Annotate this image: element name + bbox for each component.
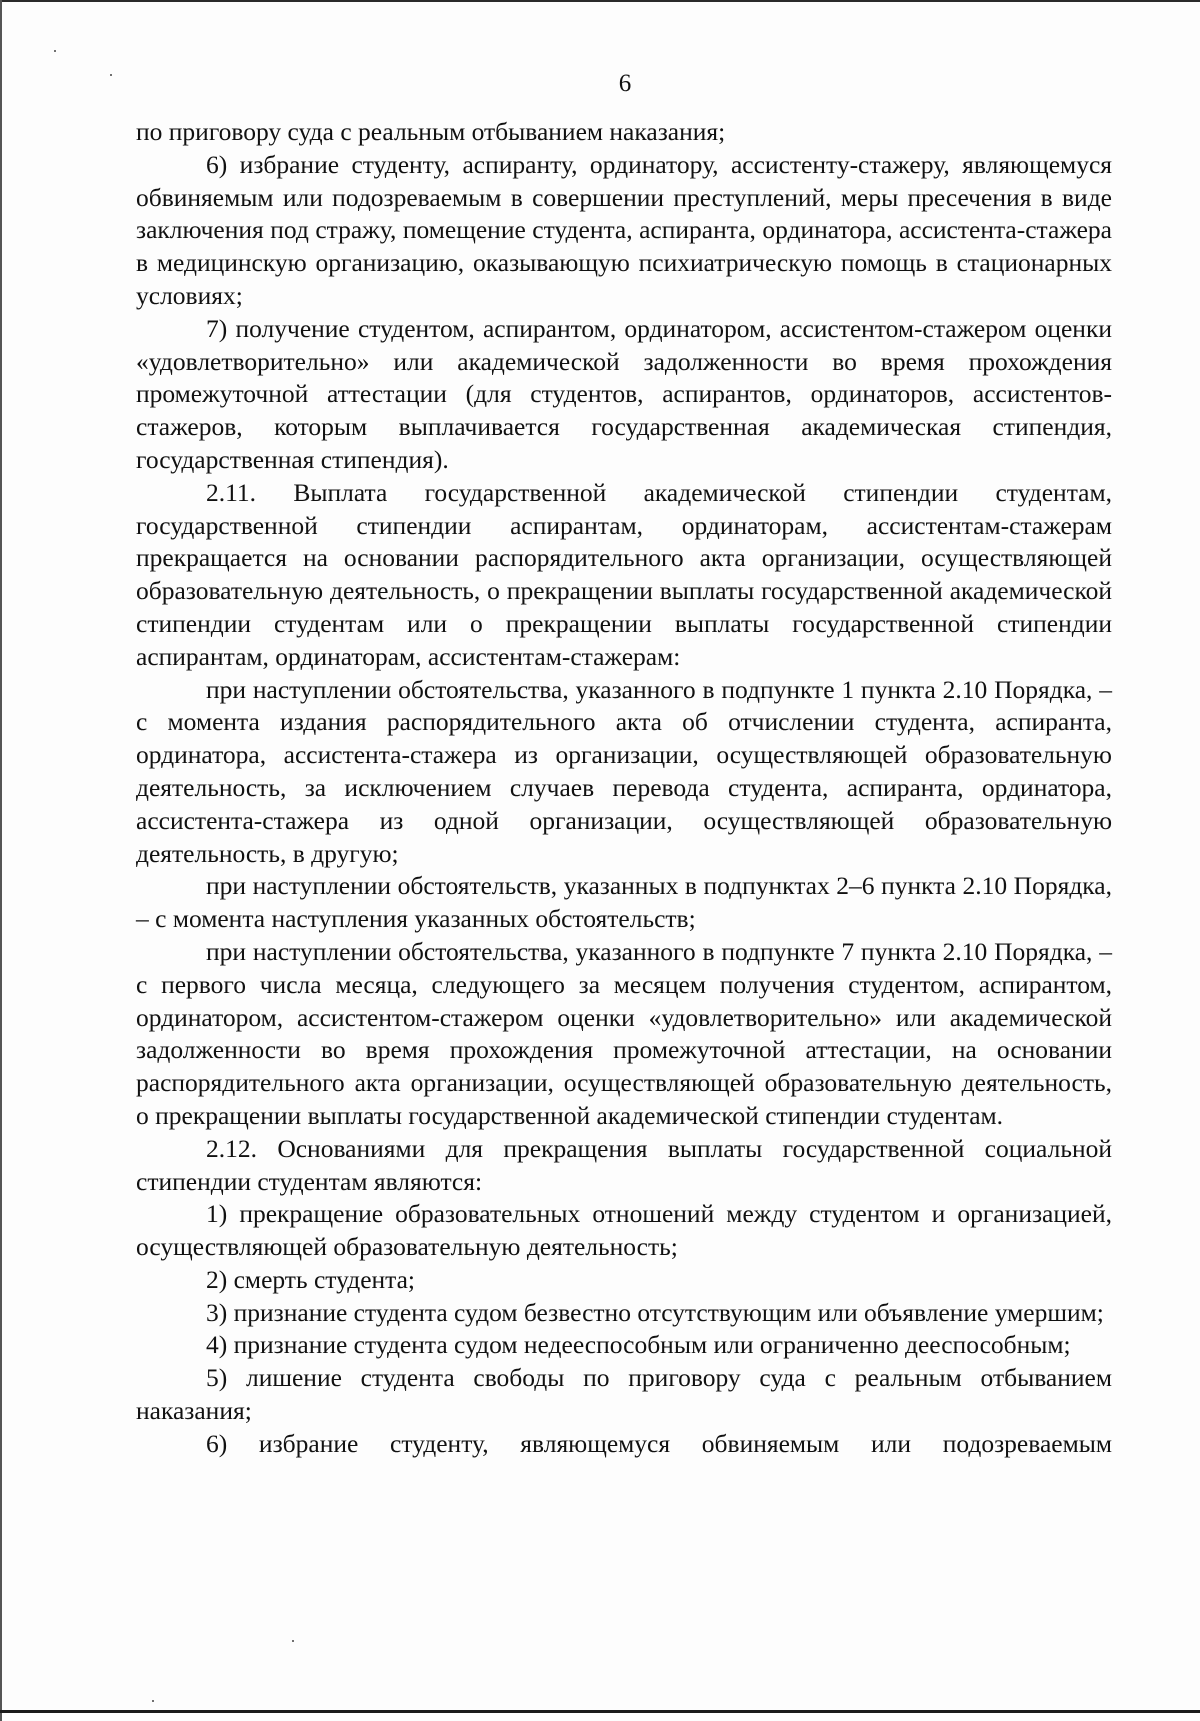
paragraph: 1) прекращение образовательных отношений между студентом и организацией, осуществляющей образовательную деятельность; xyxy=(136,1199,1112,1262)
scan-top-edge xyxy=(0,0,1200,2)
paragraph: при наступлении обстоятельств, указанных в подпунктах 2–6 пункта 2.10 Порядка, – с момента наступления указанных обстоятельств; xyxy=(136,871,1112,934)
paragraph: при наступлении обстоятельства, указанного в подпункте 7 пункта 2.10 Порядка, – с первого числа месяца, следующего за месяцем получения студентом, аспирантом, ординатором, ассистентом-стажером оценки «удовлетворительно» или академической задолженности во время прохождения промежуточной аттестации, на основании распорядительного акта организации, осуществляющей образовательную деятельность, о прекращении выплаты государственной академической стипендии студентам. xyxy=(136,936,1112,1130)
scan-bottom-edge xyxy=(0,1710,1200,1713)
paragraph: 2) смерть студента; xyxy=(206,1264,416,1294)
paragraph: 2.12. Основаниями для прекращения выплаты государственной социальной стипендии студентам являются: xyxy=(136,1133,1112,1196)
paragraph: 4) признание студента судом недееспособным или ограниченно дееспособным; xyxy=(206,1330,1071,1360)
paragraph: 5) лишение студента свободы по приговору суда с реальным отбыванием наказания; xyxy=(136,1363,1112,1426)
scan-speck xyxy=(54,50,56,52)
paragraph: при наступлении обстоятельства, указанного в подпункте 1 пункта 2.10 Порядка, – с момента издания распорядительного акта об отчислении студента, аспиранта, ординатора, ассистента-стажера из организации, осуществляющей образовательную деятельность, за исключением случаев перевода студента, аспиранта, ординатора, ассистента-стажера из одной организации, осуществляющей образовательную деятельность, в другую; xyxy=(136,674,1112,868)
scan-left-edge xyxy=(0,0,2,1721)
paragraph: по приговору суда с реальным отбыванием наказания; xyxy=(136,117,726,146)
paragraph: 6) избрание студенту, аспиранту, ординатору, ассистенту-стажеру, являющемуся обвиняемым или подозреваемым в совершении преступлений, меры пресечения в виде заключения под стражу, помещение студента, аспиранта, ординатора, ассистента-стажера в медицинскую организацию, оказывающую психиатрическую помощь в стационарных условиях; xyxy=(136,149,1112,310)
paragraph: 2.11. Выплата государственной академической стипендии студентам, государственной стипендии аспирантам, ординаторам, ассистентам-стажерам прекращается на основании распорядительного акта организации, осуществляющей образовательную деятельность, о прекращении выплаты государственной академической стипендии студентам или о прекращении выплаты государственной стипендии аспирантам, ординаторам, ассистентам-стажерам: xyxy=(136,477,1112,671)
paragraph: 7) получение студентом, аспирантом, ординатором, ассистентом-стажером оценки «удовлетворительно» или академической задолженности во время прохождения промежуточной аттестации (для студентов, аспирантов, ординаторов, ассистентов-стажеров, которым выплачивается государственная академическая стипендия, государственная стипендия). xyxy=(136,313,1112,474)
page-number: 6 xyxy=(618,70,632,97)
scan-speck xyxy=(292,1640,294,1642)
paragraph: 3) признание студента судом безвестно отсутствующим или объявление умершим; xyxy=(206,1297,1104,1327)
scan-speck xyxy=(152,1700,154,1702)
paragraph: 6) избрание студенту, являющемуся обвиняемым или подозреваемым xyxy=(206,1428,1112,1458)
document-body xyxy=(136,116,1112,1461)
